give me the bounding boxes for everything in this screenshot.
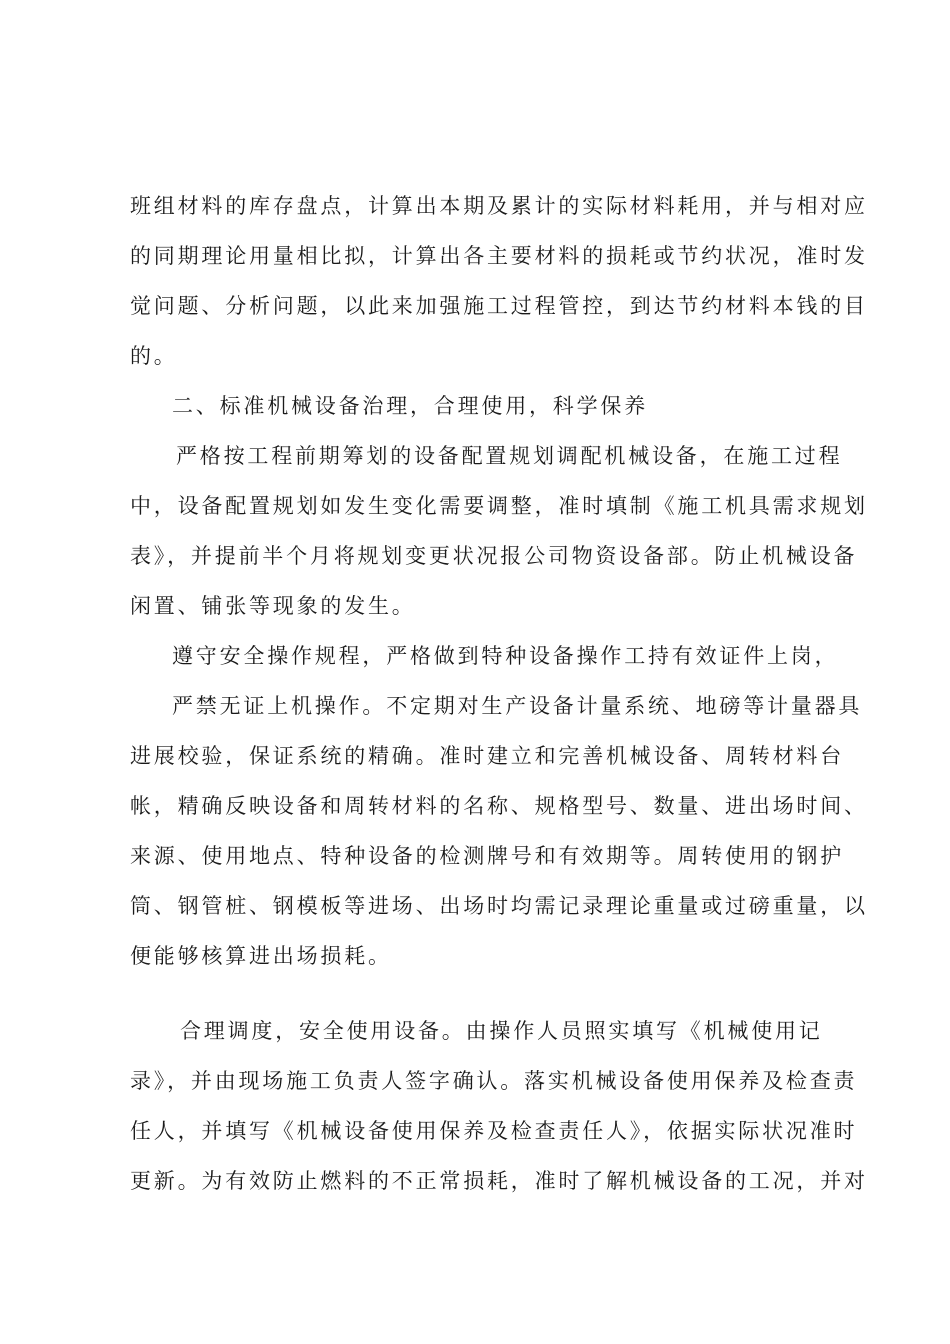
- paragraph-calibration-line-5: 筒、钢管桩、钢模板等进场、出场时均需记录理论重量或过磅重量，以: [130, 894, 868, 918]
- paragraph-equipment-plan-line-4: 闲置、铺张等现象的发生。: [130, 594, 416, 618]
- paragraph-equipment-plan-line-2: 中，设备配置规划如发生变化需要调整，准时填制《施工机具需求规划: [130, 494, 868, 518]
- paragraph-calibration-line-2: 进展校验，保证系统的精确。准时建立和完善机械设备、周转材料台: [130, 744, 844, 768]
- paragraph-material-inventory-line-2: 的同期理论用量相比拟，计算出各主要材料的损耗或节约状况，准时发: [130, 244, 868, 268]
- paragraph-equipment-plan-line-3: 表》，并提前半个月将规划变更状况报公司物资设备部。防止机械设备: [130, 544, 858, 568]
- paragraph-calibration-line-3: 帐，精确反映设备和周转材料的名称、规格型号、数量、进出场时间、: [130, 794, 868, 818]
- paragraph-material-inventory-line-1: 班组材料的库存盘点，计算出本期及累计的实际材料耗用，并与相对应: [130, 194, 868, 218]
- paragraph-equipment-plan-line-1: 严格按工程前期筹划的设备配置规划调配机械设备，在施工过程: [176, 444, 843, 468]
- paragraph-dispatch-line-2: 录》，并由现场施工负责人签字确认。落实机械设备使用保养及检查责: [130, 1069, 858, 1093]
- paragraph-material-inventory-line-3: 觉问题、分析问题，以此来加强施工过程管控，到达节约材料本钱的目: [130, 294, 868, 318]
- paragraph-calibration-line-6: 便能够核算进出场损耗。: [130, 944, 392, 968]
- paragraph-calibration-line-1: 严禁无证上机操作。不定期对生产设备计量系统、地磅等计量器具: [172, 694, 863, 718]
- paragraph-dispatch-line-3: 任人，并填写《机械设备使用保养及检查责任人》，依据实际状况准时: [130, 1119, 858, 1143]
- paragraph-safety-rules: 遵守安全操作规程，严格做到特种设备操作工持有效证件上岗，: [172, 644, 839, 668]
- paragraph-dispatch-line-1: 合理调度，安全使用设备。由操作人员照实填写《机械使用记: [180, 1019, 823, 1043]
- paragraph-calibration-line-4: 来源、使用地点、特种设备的检测牌号和有效期等。周转使用的钢护: [130, 844, 844, 868]
- paragraph-dispatch-line-4: 更新。为有效防止燃料的不正常损耗，准时了解机械设备的工况，并对: [130, 1169, 868, 1193]
- paragraph-material-inventory-line-4: 的。: [130, 344, 178, 368]
- section-heading: 二、标准机械设备治理，合理使用，科学保养: [172, 394, 648, 418]
